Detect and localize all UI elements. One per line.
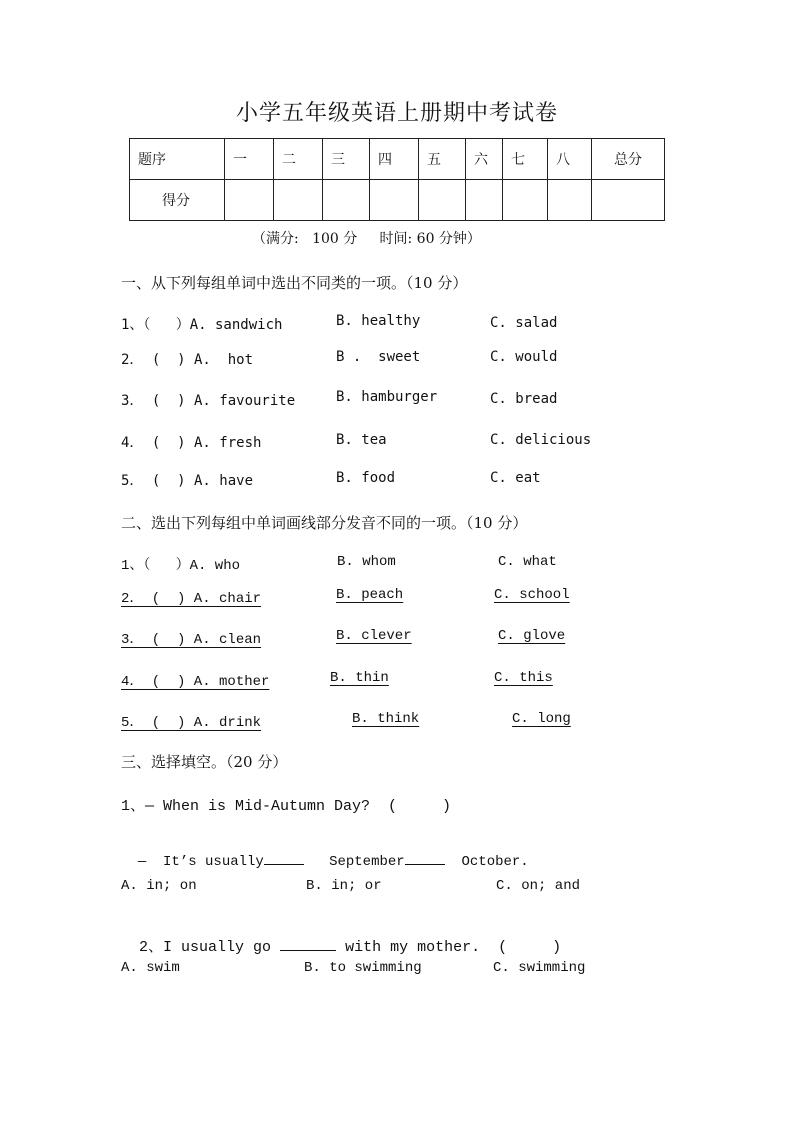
score-cell-header: 四 [370,139,419,180]
answer-blank[interactable] [264,852,304,865]
option-b: B. to swimming [304,960,422,976]
section-heading: 一、从下列每组单词中选出不同类的一项。（10 分） [121,274,468,292]
question-text: 2、I usually go [139,939,272,956]
answer-blank[interactable] [280,938,336,951]
question-line [121,836,529,870]
score-cell-header: 三 [323,139,370,180]
option-c: C. would [490,349,558,365]
section-heading: 二、选出下列每组中单词画线部分发音不同的一项。（10 分） [121,514,528,532]
option-c: C. school [494,587,570,603]
score-cell-header: 二 [274,139,323,180]
option-b: B. healthy [336,313,421,329]
score-cell-header: 五 [419,139,466,180]
score-cell[interactable] [370,180,419,221]
question-text: September [329,854,405,870]
question-stem: 3． ( ) A. favourite [121,393,296,409]
option-b: B. tea [336,432,387,448]
score-cell[interactable] [274,180,323,221]
option-b: B. think [352,711,420,727]
option-c: C. delicious [490,432,592,448]
question-stem: 5． ( ) A. have [121,473,254,489]
option-c: C. glove [498,628,566,644]
question-stem: 1、（ ）A. who [121,558,241,574]
question-text: October. [461,854,529,870]
score-cell[interactable] [592,180,665,221]
score-cell[interactable] [503,180,548,221]
score-cell-header: 八 [548,139,592,180]
exam-meta: （满分: 100 分 时间: 60 分钟） [252,231,481,247]
score-table-header-row [130,139,665,180]
question-stem: 3． ( ) A. clean [121,632,262,648]
score-cell[interactable] [419,180,466,221]
score-cell-header: 一 [225,139,274,180]
score-cell[interactable] [225,180,274,221]
question-text: with my mother. ( ) [345,939,562,956]
option-c: C. swimming [493,960,586,976]
question-stem: 2． ( ) A. chair [121,591,262,607]
answer-blank[interactable] [405,852,445,865]
section-heading: 三、选择填空。（20 分） [121,753,288,771]
option-b: B. in; or [306,878,382,894]
option-b: B. food [336,470,396,486]
option-c: C. bread [490,391,558,407]
question-text: — It’s usually [137,854,264,870]
option-c: C. on; and [496,878,581,894]
option-c: C. this [494,670,553,686]
page-title: 小学五年级英语上册期中考试卷 [235,101,558,126]
option-c: C. eat [490,470,541,486]
option-b: B. peach [336,587,404,603]
option-c: C. salad [490,315,558,331]
option-c: C. what [498,554,557,570]
option-a: A. in; on [121,878,197,894]
score-table-score-row [130,180,665,221]
score-cell-label: 得分 [130,180,225,221]
score-cell-header: 总分 [592,139,665,180]
score-table [129,138,665,221]
option-b: B. clever [336,628,412,644]
question-stem: 1、（ ）A. sandwich [121,317,283,333]
option-b: B. hamburger [336,389,438,405]
question-stem: 5． ( ) A. drink [121,715,262,731]
question-line [121,918,561,956]
score-cell-header: 六 [466,139,503,180]
option-c: C. long [512,711,571,727]
question-stem: 4． ( ) A. mother [121,674,270,690]
question-stem: 4． ( ) A. fresh [121,435,262,451]
option-b: B . sweet [336,349,421,365]
option-b: B. thin [330,670,389,686]
option-a: A. swim [121,960,180,976]
question-stem: 1、— When is Mid-Autumn Day? ( ) [121,798,452,815]
option-b: B. whom [337,554,396,570]
score-cell-header: 七 [503,139,548,180]
question-stem: 2． ( ) A. hot [121,352,254,368]
score-cell-label: 题序 [130,139,225,180]
score-cell[interactable] [323,180,370,221]
score-cell[interactable] [466,180,503,221]
score-cell[interactable] [548,180,592,221]
